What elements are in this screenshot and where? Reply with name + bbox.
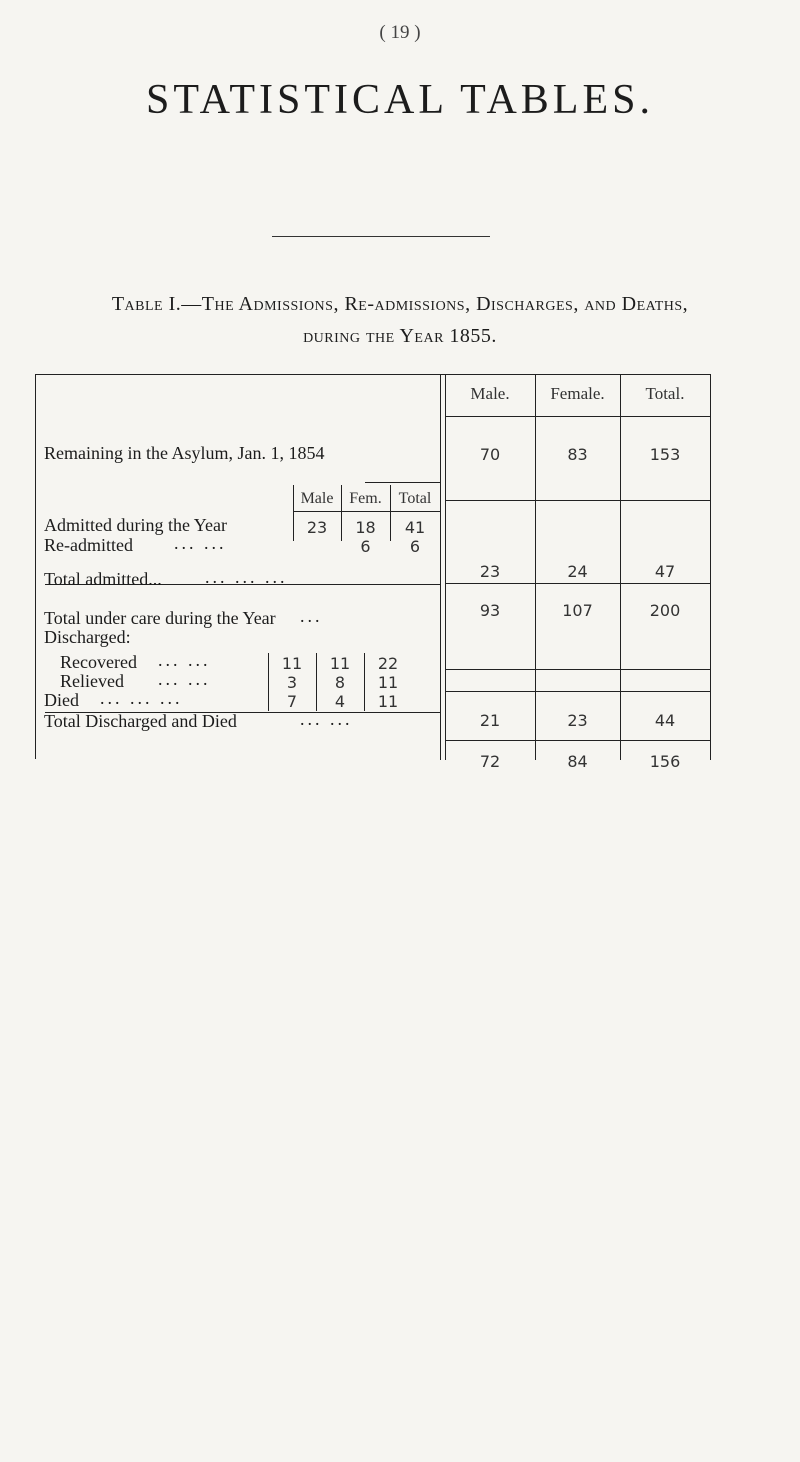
row-total-discharged-label: Total Discharged and Died bbox=[44, 711, 237, 731]
row-admitted-total: 41 bbox=[404, 518, 426, 537]
table1-header-female: Female. bbox=[550, 384, 605, 403]
subtable-header-female: Fem. bbox=[349, 490, 382, 507]
row-total-discharged-male: 21 bbox=[479, 711, 501, 730]
row-died-male: 7 bbox=[286, 692, 298, 711]
table1-rule-5 bbox=[445, 691, 710, 692]
subtable-header-rule bbox=[293, 511, 440, 512]
row-readmitted-total: 6 bbox=[409, 537, 421, 556]
row-under-care-male: 93 bbox=[479, 601, 501, 620]
row-under-care-female: 107 bbox=[562, 601, 593, 620]
table1-column-rule bbox=[440, 374, 441, 760]
row-remaining-start-label: Remaining in the Asylum, Jan. 1, 1854 bbox=[44, 443, 325, 463]
table1-header-total: Total. bbox=[645, 384, 685, 403]
row-recovered-label: Recovered bbox=[60, 652, 137, 672]
table1-header-male: Male. bbox=[470, 384, 510, 403]
row-relieved-total: 11 bbox=[377, 673, 399, 692]
row-relieved-label: Relieved bbox=[60, 671, 124, 691]
row-under-care-label: Total under care during the Year bbox=[44, 608, 276, 628]
row-readmitted-dots: ... ... bbox=[174, 533, 227, 553]
page-number: ( 19 ) bbox=[379, 22, 421, 43]
table1-caption-line2: during the Year 1855. bbox=[303, 325, 497, 347]
table1-rule-3 bbox=[445, 583, 710, 584]
row-total-admitted-label: Total admitted... bbox=[44, 569, 162, 589]
row-total-discharged-dots: ... ... bbox=[300, 709, 353, 729]
table1-rule-2 bbox=[445, 500, 710, 501]
table1-rule-4 bbox=[445, 669, 710, 670]
row-under-care-total: 200 bbox=[649, 601, 681, 620]
subtable-header-total: Total bbox=[398, 490, 432, 507]
row-recovered-male: 11 bbox=[281, 654, 303, 673]
row-total-discharged-total: 44 bbox=[654, 711, 676, 730]
row-admitted-female: 18 bbox=[355, 518, 376, 537]
row-remaining-start-female: 83 bbox=[567, 445, 588, 464]
row-admitted-male: 23 bbox=[306, 518, 328, 537]
row-admitted-label: Admitted during the Year bbox=[44, 515, 227, 535]
row-total-admitted-dots: ... ... ... bbox=[205, 567, 288, 587]
row-died-label: Died bbox=[44, 690, 79, 710]
row-recovered-dots: ... ... bbox=[158, 650, 211, 670]
row-under-care-dots: ... bbox=[300, 606, 323, 626]
table1-rule-subtotal bbox=[445, 740, 710, 741]
row-subtotal-total: 156 bbox=[649, 752, 681, 771]
table1-right-rule bbox=[710, 374, 711, 760]
table1-caption-line1: Table I.—The Admissions, Re-admissions, Discharges, and Deaths, bbox=[111, 293, 689, 315]
row-total-admitted-female: 24 bbox=[567, 562, 588, 581]
table1-header-rule bbox=[445, 416, 710, 417]
discharged-heading: Discharged: bbox=[44, 627, 131, 647]
row-recovered-female: 11 bbox=[329, 654, 351, 673]
row-remaining-start-male: 70 bbox=[479, 445, 501, 464]
row-died-dots: ... ... ... bbox=[100, 688, 183, 708]
row-subtotal-female: 84 bbox=[567, 752, 588, 771]
row-recovered-total: 22 bbox=[377, 654, 399, 673]
row-readmitted-label: Re-admitted bbox=[44, 535, 133, 555]
row-died-total: 11 bbox=[377, 692, 399, 711]
table1-top-rule bbox=[35, 374, 710, 375]
row-relieved-female: 8 bbox=[334, 673, 346, 692]
row-subtotal-male: 72 bbox=[479, 752, 501, 771]
row-relieved-dots: ... ... bbox=[158, 669, 211, 689]
row-remaining-start-total: 153 bbox=[649, 445, 681, 464]
subtable-top-rule bbox=[365, 482, 440, 483]
row-readmitted-female: 6 bbox=[360, 537, 371, 556]
document-title: STATISTICAL TABLES. bbox=[146, 77, 654, 123]
row-total-admitted-total: 47 bbox=[654, 562, 676, 581]
subtable-header-male: Male bbox=[300, 490, 334, 507]
row-relieved-male: 3 bbox=[286, 673, 298, 692]
row-total-admitted-male: 23 bbox=[479, 562, 501, 581]
table1-left-rule bbox=[35, 374, 36, 759]
row-total-discharged-female: 23 bbox=[567, 711, 588, 730]
row-died-female: 4 bbox=[334, 692, 346, 711]
